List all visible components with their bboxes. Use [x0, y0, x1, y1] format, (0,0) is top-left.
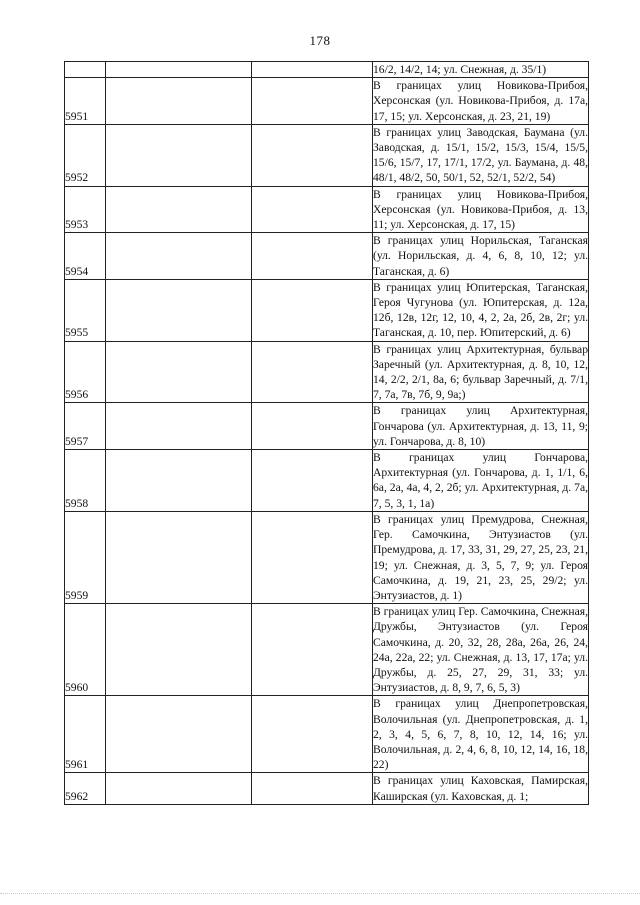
row-description: В границах улиц Юпитерская, Таганская, Героя Чугунова (ул. Юпитерская, д. 12а, 12б, 12в, 12г, 12, 10, 4, 2, 2а, 2б, 2в, 2г; ул. Таганская, д. 10, пер. Юпитерский, д. 6) — [373, 280, 588, 340]
empty-cell — [252, 511, 373, 603]
row-number: 5960 — [65, 604, 106, 696]
row-number: 5955 — [65, 279, 106, 341]
empty-cell — [106, 450, 252, 512]
empty-cell — [252, 696, 373, 773]
table-row-continuation — [65, 62, 589, 78]
empty-cell — [252, 279, 373, 341]
table-row — [65, 450, 589, 512]
row-description: В границах улиц Новикова-Прибоя, Херсонская (ул. Новикова-Прибоя, д. 17а, 17, 15; ул. Херсонская, д. 23, 21, 19) — [373, 79, 588, 123]
row-description: В границах улиц Премудрова, Снежная, Гер. Самочкина, Энтузиастов (ул. Премудрова, д. 17, 33, 31, 29, 27, 25, 23, 21, 19; ул. Снежная, д. 3, 5, 7, 9; ул. Героя Самочкина, д. 19, 21, 23, 25, 29/2; ул. Энтузиастов, д. 1) — [373, 512, 588, 602]
table-row — [65, 696, 589, 773]
scan-edge — [0, 893, 640, 894]
row-description: В границах улиц Норильская, Таганская (ул. Норильская, д. 4, 6, 8, 10, 12; ул. Таганская, д. 6) — [373, 234, 588, 278]
empty-cell — [252, 62, 373, 78]
empty-cell — [252, 233, 373, 280]
row-number: 5951 — [65, 78, 106, 125]
row-description: В границах улиц Архитектурная, Гончарова (ул. Архитектурная, д. 13, 11, 9; ул. Гончарова, д. 8, 10) — [373, 404, 588, 448]
row-description: В границах улиц Заводская, Баумана (ул. Заводская, д. 15/1, 15/2, 15/3, 15/4, 15/5, 15/6, 15/7, 17, 17/1, 17/2, ул. Баумана, д. 48, 48/1, 48/2, 50, 50/1, 52, 52/1, 52/2, 54) — [373, 125, 588, 185]
empty-cell — [106, 773, 252, 804]
empty-cell — [252, 78, 373, 125]
table-row — [65, 403, 589, 450]
row-number: 5959 — [65, 511, 106, 603]
table-row — [65, 604, 589, 696]
row-description: В границах улиц Гончарова, Архитектурная (ул. Гончарова, д. 1, 1/1, 6, 6а, 2а, 4а, 4, 2, 2б; ул. Архитектурная, д. 7а, 7, 5, 3, 1, 1а) — [373, 451, 588, 510]
empty-cell — [252, 773, 373, 804]
empty-cell — [106, 62, 252, 78]
row-description: В границах улиц Днепропетровская, Волочильная (ул. Днепропетровская, д. 1, 2, 3, 4, 5, 6, 7, 8, 10, 12, 14, 16; ул. Волочильная, д. 2, 4, 6, 8, 10, 12, 14, 16, 18, 22) — [373, 697, 588, 772]
table-row — [65, 233, 589, 280]
row-description: В границах улиц Гер. Самочкина, Снежная, Дружбы, Энтузиастов (ул. Героя Самочкина, д. 20, 32, 28, 28а, 26а, 26, 24, 24а, 22а, 22; ул. Снежная, д. 13, 17, 17а; ул. Дружбы, д. 25, 27, 29, 31, 33; ул. Энтузиастов, д. 8, 9, 7, 6, 5, 3) — [373, 605, 588, 695]
page-number: 178 — [309, 33, 331, 48]
empty-cell — [252, 124, 373, 186]
row-number — [65, 62, 106, 78]
row-number: 5952 — [65, 124, 106, 186]
row-number: 5956 — [65, 341, 106, 403]
row-description: В границах улиц Каховская, Памирская, Каширская (ул. Каховская, д. 1; — [373, 774, 588, 803]
row-description: В границах улиц Новикова-Прибоя, Херсонская (ул. Новикова-Прибоя, д. 13, 11; ул. Херсонская, д. 17, 15) — [373, 187, 588, 232]
table-row — [65, 773, 589, 804]
row-number: 5958 — [65, 450, 106, 512]
empty-cell — [252, 403, 373, 450]
empty-cell — [252, 450, 373, 512]
registry-table — [64, 61, 589, 805]
empty-cell — [106, 403, 252, 450]
empty-cell — [106, 124, 252, 186]
empty-cell — [252, 186, 373, 233]
row-description: В границах улиц Архитектурная, бульвар Заречный (ул. Архитектурная, д. 8, 10, 12, 14, 2/2, 2/1, 8а, 6; бульвар Заречный, д. 7/1, 7, 7а, 7в, 7б, 9, 9а;) — [373, 342, 588, 402]
table-row — [65, 78, 589, 125]
table-row — [65, 124, 589, 186]
empty-cell — [106, 511, 252, 603]
row-description: 16/2, 14/2, 14; ул. Снежная, д. 35/1) — [373, 62, 589, 78]
empty-cell — [106, 279, 252, 341]
row-number: 5957 — [65, 403, 106, 450]
row-number: 5954 — [65, 233, 106, 280]
table-row — [65, 511, 589, 603]
empty-cell — [252, 341, 373, 403]
empty-cell — [106, 78, 252, 125]
empty-cell — [106, 604, 252, 696]
empty-cell — [106, 233, 252, 280]
table-row — [65, 279, 589, 341]
row-number: 5961 — [65, 696, 106, 773]
table-row — [65, 186, 589, 233]
row-number: 5953 — [65, 186, 106, 233]
empty-cell — [106, 696, 252, 773]
empty-cell — [252, 604, 373, 696]
table-body — [65, 62, 589, 805]
empty-cell — [106, 341, 252, 403]
row-number: 5962 — [65, 773, 106, 804]
empty-cell — [106, 186, 252, 233]
table-row — [65, 341, 589, 403]
